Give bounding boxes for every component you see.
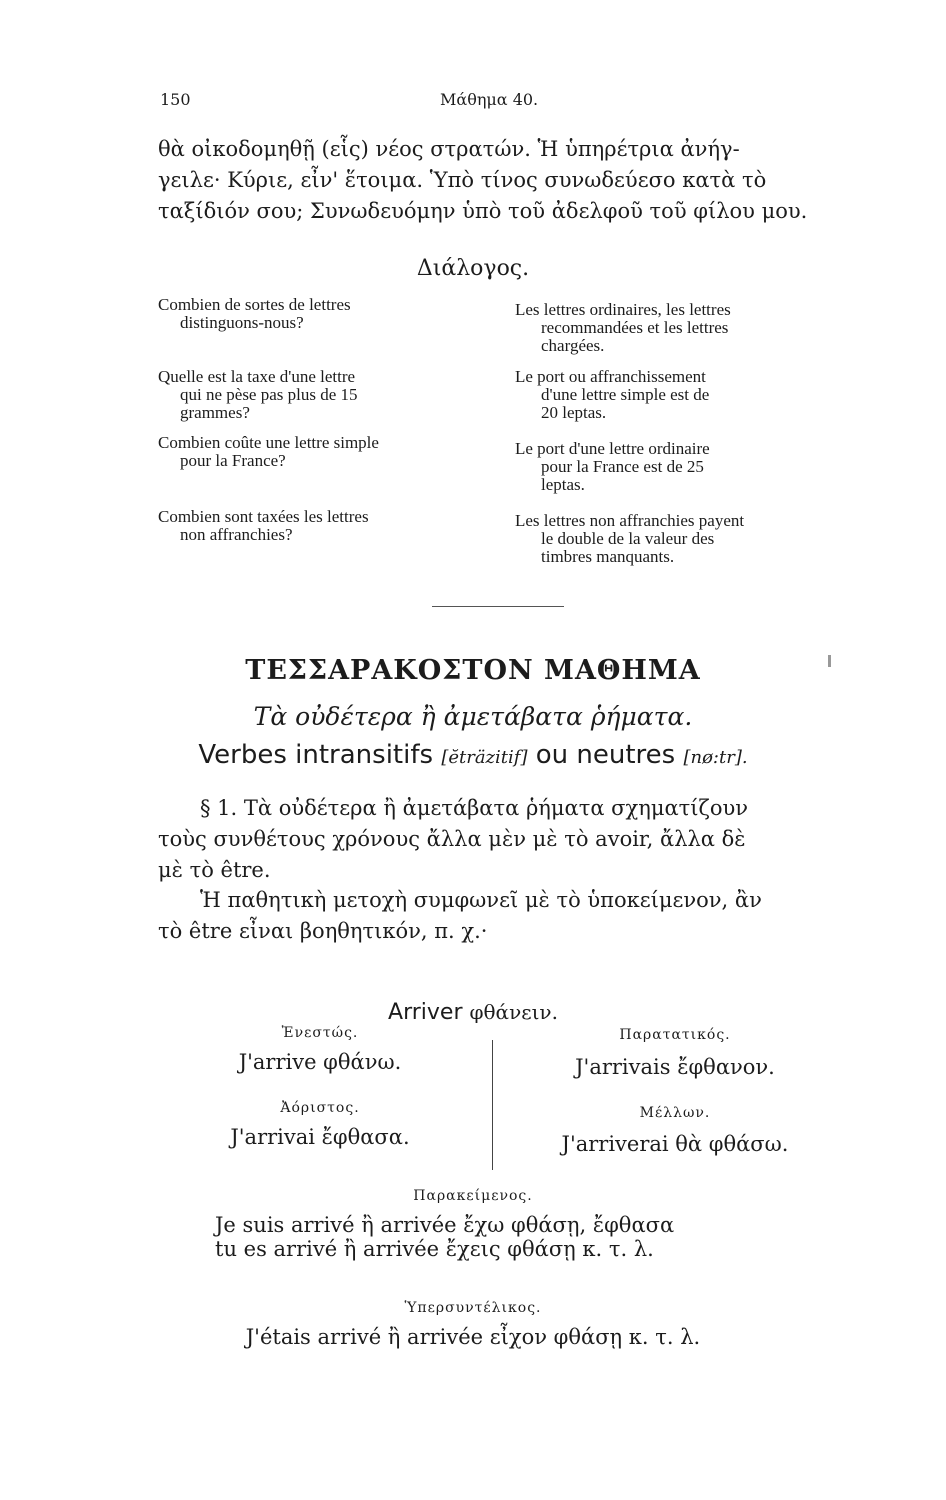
lesson-subtitle-greek: Τὰ οὐδέτερα ἢ ἀμετάβατα ῥήματα. bbox=[253, 702, 693, 731]
pronunciation-1: [ĕträzitif] bbox=[441, 747, 528, 768]
perfect-line: tu es arrivé ἢ arrivée ἔχεις φθάσῃ κ. τ. λ. bbox=[215, 1237, 654, 1261]
answer-line: le double de la valeur des bbox=[541, 529, 715, 548]
imperfect-label: Παρατατικός. bbox=[619, 1027, 731, 1043]
answer-line: Le port d'une lettre ordinaire bbox=[515, 439, 710, 458]
answer-line: 20 leptas. bbox=[541, 403, 607, 422]
present-label: Ἐνεστώς. bbox=[281, 1025, 359, 1041]
imperfect-form: J'arrivais ἔφθανον. bbox=[575, 1055, 775, 1079]
pluperfect-form: J'étais arrivé ἢ arrivée εἶχον φθάσῃ κ. τ. λ. bbox=[245, 1325, 701, 1349]
question-line: non affranchies? bbox=[180, 525, 293, 544]
section-divider bbox=[432, 606, 564, 607]
lesson-title: ΤΕΣΣΑΡΑΚΟΣΤΟΝ ΜΑΘΗΜΑ bbox=[245, 655, 701, 686]
perfect-forms bbox=[215, 1213, 674, 1261]
intro-line: θὰ οἰκοδομηθῇ (εἷς) νέος στρατών. Ἡ ὑπηρέτρια ἀνήγ- bbox=[158, 137, 740, 161]
column-divider bbox=[492, 1040, 493, 1170]
verb-french: Arriver bbox=[388, 1000, 463, 1025]
dialogue-question bbox=[158, 508, 488, 544]
answer-line: d'une lettre simple est de bbox=[541, 385, 710, 404]
section-1-line: μὲ τὸ être. bbox=[158, 858, 271, 882]
dialogue-answer bbox=[515, 512, 845, 566]
question-line: distinguons-nous? bbox=[180, 313, 304, 332]
perfect-label: Παρακείμενος. bbox=[413, 1188, 533, 1204]
pronunciation-2: [nø:tr]. bbox=[683, 747, 748, 768]
dialogue-question bbox=[158, 368, 488, 422]
intro-paragraph bbox=[158, 134, 848, 227]
answer-line: timbres manquants. bbox=[541, 547, 675, 566]
question-line: grammes? bbox=[180, 403, 250, 422]
intro-line: ταξίδιόν σου; Συνωδευόμην ὑπὸ τοῦ ἀδελφοῦ τοῦ φίλου μου. bbox=[158, 199, 808, 223]
aorist-form: J'arrivai ἔφθασα. bbox=[230, 1125, 410, 1149]
answer-line: recommandées et les lettres bbox=[541, 318, 729, 337]
answer-line: chargées. bbox=[541, 336, 605, 355]
dialogue-answer bbox=[515, 440, 845, 494]
answer-line: leptas. bbox=[541, 475, 585, 494]
future-label: Μέλλων. bbox=[639, 1105, 711, 1121]
pluperfect-label: Ὑπερσυντέλικος. bbox=[404, 1300, 542, 1316]
section-1-paragraph bbox=[158, 793, 848, 886]
present-form: J'arrive φθάνω. bbox=[238, 1050, 402, 1074]
section-2-line: τὸ être εἶναι βοηθητικόν, π. χ.· bbox=[158, 919, 488, 943]
answer-line: pour la France est de 25 bbox=[541, 457, 704, 476]
verb-greek: φθάνειν. bbox=[469, 1000, 558, 1024]
aorist-label: Ἀόριστος. bbox=[280, 1100, 360, 1116]
dialogue-answer bbox=[515, 368, 845, 422]
dialogue-answer bbox=[515, 301, 845, 355]
answer-line: Les lettres ordinaires, les lettres bbox=[515, 300, 731, 319]
lesson-subtitle-french bbox=[0, 740, 946, 770]
intro-line: γειλε· Κύριε, εἶν' ἕτοιμα. Ὑπὸ τίνος συνωδεύεσο κατὰ τὸ bbox=[158, 168, 767, 192]
question-line: pour la France? bbox=[180, 451, 286, 470]
question-line: Combien de sortes de lettres bbox=[158, 295, 351, 314]
dialogue-question bbox=[158, 296, 488, 332]
perfect-line: Je suis arrivé ἢ arrivée ἔχω φθάσῃ, ἔφθασα bbox=[215, 1213, 675, 1237]
question-line: Quelle est la taxe d'une lettre bbox=[158, 367, 356, 386]
section-1-line: § 1. Τὰ οὐδέτερα ἢ ἀμετάβατα ῥήματα σχηματίζουν bbox=[200, 796, 749, 820]
question-line: qui ne pèse pas plus de 15 bbox=[180, 385, 358, 404]
question-line: Combien sont taxées les lettres bbox=[158, 507, 369, 526]
page-number: 150 bbox=[160, 90, 191, 109]
dialogue-question bbox=[158, 434, 488, 470]
future-form: J'arriverai θὰ φθάσω. bbox=[561, 1132, 789, 1156]
subtitle-french-text: Verbes intransitifs bbox=[198, 740, 434, 770]
section-1-line: τοὺς συνθέτους χρόνους ἄλλα μὲν μὲ τὸ avoir, ἄλλα δὲ bbox=[158, 827, 746, 851]
edge-mark bbox=[828, 655, 831, 667]
section-2-line: Ἡ παθητικὴ μετοχὴ συμφωνεῖ μὲ τὸ ὑποκείμενον, ἂν bbox=[200, 888, 762, 912]
dialogue-title: Διάλογος. bbox=[416, 256, 530, 281]
answer-line: Les lettres non affranchies payent bbox=[515, 511, 745, 530]
answer-line: Le port ou affranchissement bbox=[515, 367, 706, 386]
verb-heading bbox=[0, 1000, 946, 1025]
section-2-paragraph bbox=[158, 885, 848, 947]
subtitle-or-text: ou neutres bbox=[535, 740, 676, 770]
running-title: Μάθημα 40. bbox=[440, 90, 539, 109]
question-line: Combien coûte une lettre simple bbox=[158, 433, 379, 452]
